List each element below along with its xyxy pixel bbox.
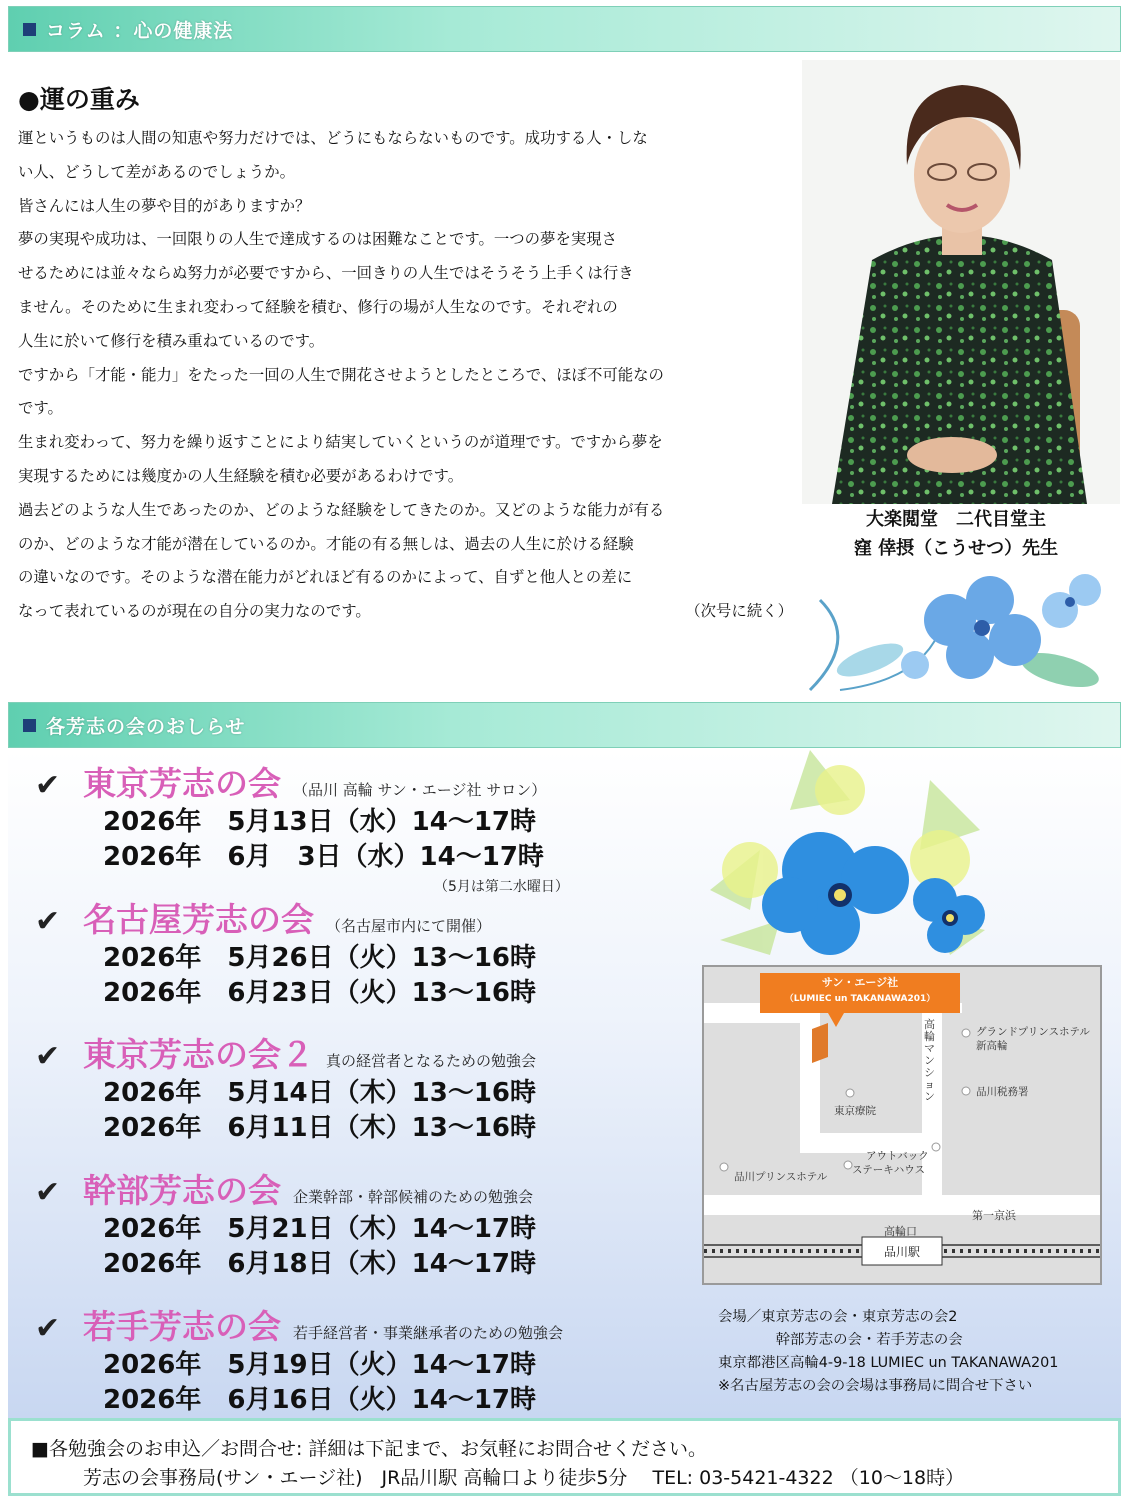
column-line: ません。そのために生まれ変わって経験を積む、修行の場が人生なのです。それぞれの — [18, 297, 618, 316]
column-line: 運というものは人間の知恵や努力だけでは、どうにもならないものです。成功する人・しな — [18, 129, 648, 147]
checkmark-icon: ✔ — [35, 768, 61, 803]
map-outback — [852, 1149, 929, 1177]
event-note: 真の経営者となるための勉強会 — [326, 1052, 537, 1070]
event-nagoya — [35, 894, 536, 1011]
event-date: 2026年 6月23日（火）13～16時 — [103, 978, 536, 1008]
column-line: 皆さんには人生の夢や目的がありますか？ — [18, 196, 311, 215]
event-note: （名古屋市内にて開催） — [326, 917, 492, 935]
author-portrait — [802, 60, 1120, 504]
venue-line: 会場／東京芳志の会・東京芳志の会2 — [718, 1309, 958, 1325]
map-company-label — [760, 975, 960, 1007]
flower-decoration — [690, 740, 990, 960]
venue-address: 東京都港区高輪4-9-18 LUMIEC un TAKANAWA201 — [718, 1355, 1059, 1371]
column-line: 人生に於いて修行を積み重ねているのです。 — [18, 331, 325, 350]
event-name: 東京芳志の会２ — [83, 1035, 314, 1074]
author-title: 大楽閲堂 二代目堂主 — [866, 509, 1046, 530]
column-line: です。 — [18, 399, 63, 418]
map-outback-line1: アウトバック — [866, 1150, 929, 1162]
column-title: ●運の重み — [18, 85, 140, 114]
author-name: 窪 倖摂（こうせつ）先生 — [853, 538, 1059, 559]
map-grand-prince-line: グランドプリンスホテル — [976, 1026, 1090, 1038]
checkmark-icon: ✔ — [35, 904, 61, 939]
event-name: 若手芳志の会 — [83, 1307, 281, 1346]
column-line: 過去どのような人生であったのか、どのような経験をしてきたのか。又どのような能力が有る — [18, 500, 665, 519]
map-station: 品川駅 — [883, 1245, 920, 1259]
column-line: の違いなのです。そのような潜在能力がどれほど有るのかによって、自ずと他人との差に — [18, 568, 633, 587]
map-grand-prince — [976, 1025, 1090, 1053]
tokyo-sub-note: （5月は第二水曜日） — [434, 879, 569, 895]
column-line: せるためには並々ならぬ努力が必要ですから、一回きりの人生ではそうそう上手くは行き — [18, 264, 634, 283]
map-mansion: 高輪マンション — [924, 1018, 935, 1103]
column-line: 夢の実現や成功は、一回限りの人生で達成するのは困難なことです。一つの夢を実現さ — [18, 230, 618, 249]
event-name: 幹部芳志の会 — [83, 1171, 281, 1210]
contact-footer — [8, 1418, 1121, 1496]
event-date: 2026年 5月26日（火）13～16時 — [103, 943, 536, 973]
checkmark-icon: ✔ — [35, 1175, 61, 1210]
square-bullet-icon — [23, 23, 36, 36]
column-body — [18, 122, 793, 629]
event-date: 2026年 6月18日（木）14～17時 — [103, 1249, 536, 1279]
event-kanbu — [35, 1165, 536, 1282]
event-note: 企業幹部・幹部候補のための勉強会 — [293, 1188, 534, 1206]
map-outback-line2: ステーキハウス — [852, 1164, 925, 1176]
event-tokyo2 — [35, 1029, 536, 1146]
event-date: 2026年 6月16日（火）14～17時 — [103, 1385, 536, 1415]
venue-nagoya-note: ※名古屋芳志の会の会場は事務局に問合せ下さい — [718, 1378, 1033, 1394]
flower-decoration — [800, 540, 1118, 696]
map-tax-office: 品川税務署 — [976, 1086, 1029, 1098]
venue-info — [718, 1306, 1058, 1398]
column-line: い人、どうして差があるのでしょうか。 — [18, 162, 296, 181]
column-header-bar — [8, 6, 1121, 52]
column-line: 実現するためには幾度かの人生経験を積む必要があるわけです。 — [18, 466, 464, 485]
event-wakate — [35, 1301, 563, 1418]
event-name: 東京芳志の会 — [83, 764, 281, 803]
event-note: （品川 高輪 サン・エージ社 サロン） — [293, 781, 547, 799]
square-bullet-icon — [23, 719, 36, 732]
column-line: ですから「才能・能力」をたった一回の人生で開花させようとしたところで、ほぼ不可能なの — [18, 365, 664, 384]
event-note: 若手経営者・事業継承者のための勉強会 — [293, 1324, 564, 1342]
column-line: 生まれ変わって、努力を繰り返すことにより結実していくというのが道理です。ですから夢を — [18, 433, 663, 452]
column-header-title: コラム ：心の健康法 — [46, 19, 234, 42]
column-line: のか、どのような才能が潜在しているのか。才能の有る無しは、過去の人生に於ける経験 — [18, 534, 634, 553]
venue-line: 幹部芳志の会・若手芳志の会 — [718, 1332, 963, 1348]
checkmark-icon: ✔ — [35, 1039, 61, 1074]
column-last-line — [18, 595, 793, 629]
checkmark-icon: ✔ — [35, 1311, 61, 1346]
map-takanawa-exit: 高輪口 — [884, 1225, 917, 1238]
event-date: 2026年 5月21日（木）14～17時 — [103, 1214, 536, 1244]
column-line: なって表れているのが現在の自分の実力なのです。 — [18, 602, 371, 621]
map-shinagawa-prince: 品川プリンスホテル — [734, 1171, 828, 1183]
continued-note: （次号に続く） — [685, 602, 793, 621]
event-date: 2026年 5月13日（水）14～17時 — [103, 807, 536, 837]
event-name: 名古屋芳志の会 — [83, 900, 314, 939]
event-date: 2026年 6月11日（木）13～16時 — [103, 1113, 536, 1143]
map-shin-takanawa: 新高輪 — [976, 1040, 1008, 1052]
map-hospital: 東京療院 — [834, 1105, 876, 1117]
event-date: 2026年 6月 3日（水）14～17時 — [103, 842, 544, 872]
map-company: サン・エージ社 — [821, 976, 899, 989]
map-building: （LUMIEC un TAKANAWA201） — [784, 994, 936, 1004]
access-map — [702, 965, 1102, 1285]
map-daiichi-keihin: 第一京浜 — [972, 1209, 1016, 1222]
event-date: 2026年 5月14日（木）13～16時 — [103, 1078, 536, 1108]
event-date: 2026年 5月19日（火）14～17時 — [103, 1350, 536, 1380]
footer-contact-heading: ■各勉強会のお申込／お問合せ: 詳細は下記まで、お気軽にお問合せください。 — [31, 1438, 708, 1460]
event-tokyo — [35, 758, 546, 875]
announcements-header-title: 各芳志の会のおしらせ — [46, 715, 246, 738]
footer-office-info: 芳志の会事務局(サン・エージ社) JR品川駅 高輪口より徒歩5分 TEL: 03-5421-4322 （10～18時） — [83, 1467, 965, 1489]
